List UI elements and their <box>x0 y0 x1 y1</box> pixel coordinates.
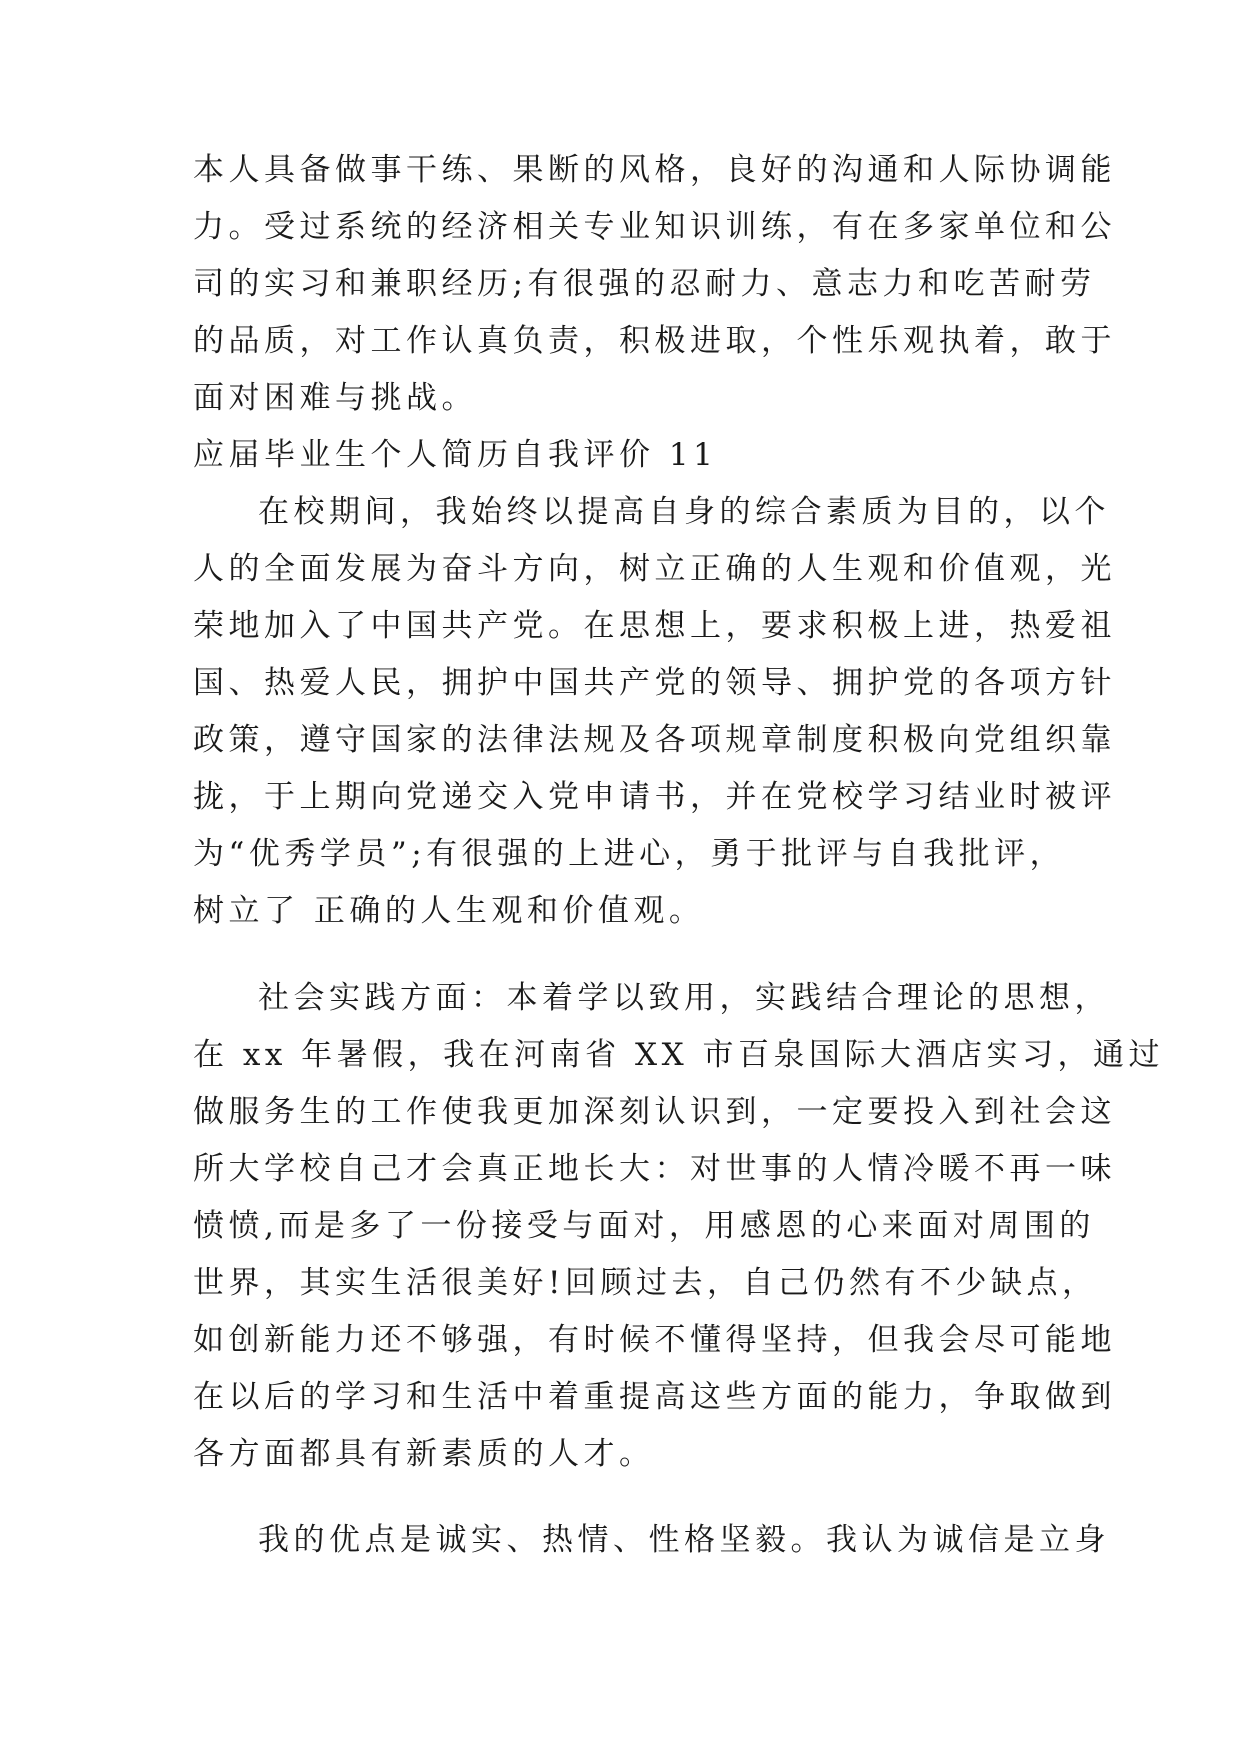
section-heading: 应届毕业生个人简历自我评价 11 <box>193 437 718 473</box>
paragraph-3-line: 愤愤,而是多了一份接受与面对，用感恩的心来面对周围的 <box>193 1208 1095 1244</box>
paragraph-3-line: 在 xx 年暑假，我在河南省 XX 市百泉国际大酒店实习，通过 <box>193 1037 1165 1073</box>
paragraph-2-line: 为“优秀学员”;有很强的上进心，勇于批评与自我批评， <box>193 836 1066 872</box>
paragraph-3-line: 世界，其实生活很美好!回顾过去，自己仍然有不少缺点， <box>193 1265 1098 1301</box>
paragraph-3-line: 如创新能力还不够强，有时候不懂得坚持，但我会尽可能地 <box>193 1322 1116 1358</box>
paragraph-2-line: 国、热爱人民，拥护中国共产党的领导、拥护党的各项方针 <box>193 665 1116 701</box>
paragraph-3-line: 在以后的学习和生活中着重提高这些方面的能力，争取做到 <box>193 1379 1116 1415</box>
paragraph-3-line: 各方面都具有新素质的人才。 <box>193 1436 655 1472</box>
paragraph-2-line: 树立了 正确的人生观和价值观。 <box>193 893 705 929</box>
paragraph-3-line: 所大学校自己才会真正地长大：对世事的人情冷暖不再一味 <box>193 1151 1116 1187</box>
paragraph-1-line: 司的实习和兼职经历;有很强的忍耐力、意志力和吃苦耐劳 <box>193 266 1096 302</box>
paragraph-3-line: 社会实践方面：本着学以致用，实践结合理论的思想， <box>258 980 1110 1016</box>
paragraph-2-line: 在校期间，我始终以提高自身的综合素质为目的，以个 <box>258 494 1110 530</box>
paragraph-2-line: 政策，遵守国家的法律法规及各项规章制度积极向党组织靠 <box>193 722 1116 758</box>
paragraph-2-line: 荣地加入了中国共产党。在思想上，要求积极上进，热爱祖 <box>193 608 1116 644</box>
paragraph-1-line: 本人具备做事干练、果断的风格，良好的沟通和人际协调能 <box>193 152 1116 188</box>
paragraph-2-line: 拢，于上期向党递交入党申请书，并在党校学习结业时被评 <box>193 779 1116 815</box>
paragraph-1-line: 力。受过系统的经济相关专业知识训练，有在多家单位和公 <box>193 209 1116 245</box>
paragraph-2-line: 人的全面发展为奋斗方向，树立正确的人生观和价值观，光 <box>193 551 1116 587</box>
paragraph-4-line: 我的优点是诚实、热情、性格坚毅。我认为诚信是立身 <box>258 1522 1110 1558</box>
paragraph-3-line: 做服务生的工作使我更加深刻认识到，一定要投入到社会这 <box>193 1094 1116 1130</box>
paragraph-1-line: 的品质，对工作认真负责，积极进取，个性乐观执着，敢于 <box>193 323 1116 359</box>
paragraph-1-line: 面对困难与挑战。 <box>193 380 477 416</box>
